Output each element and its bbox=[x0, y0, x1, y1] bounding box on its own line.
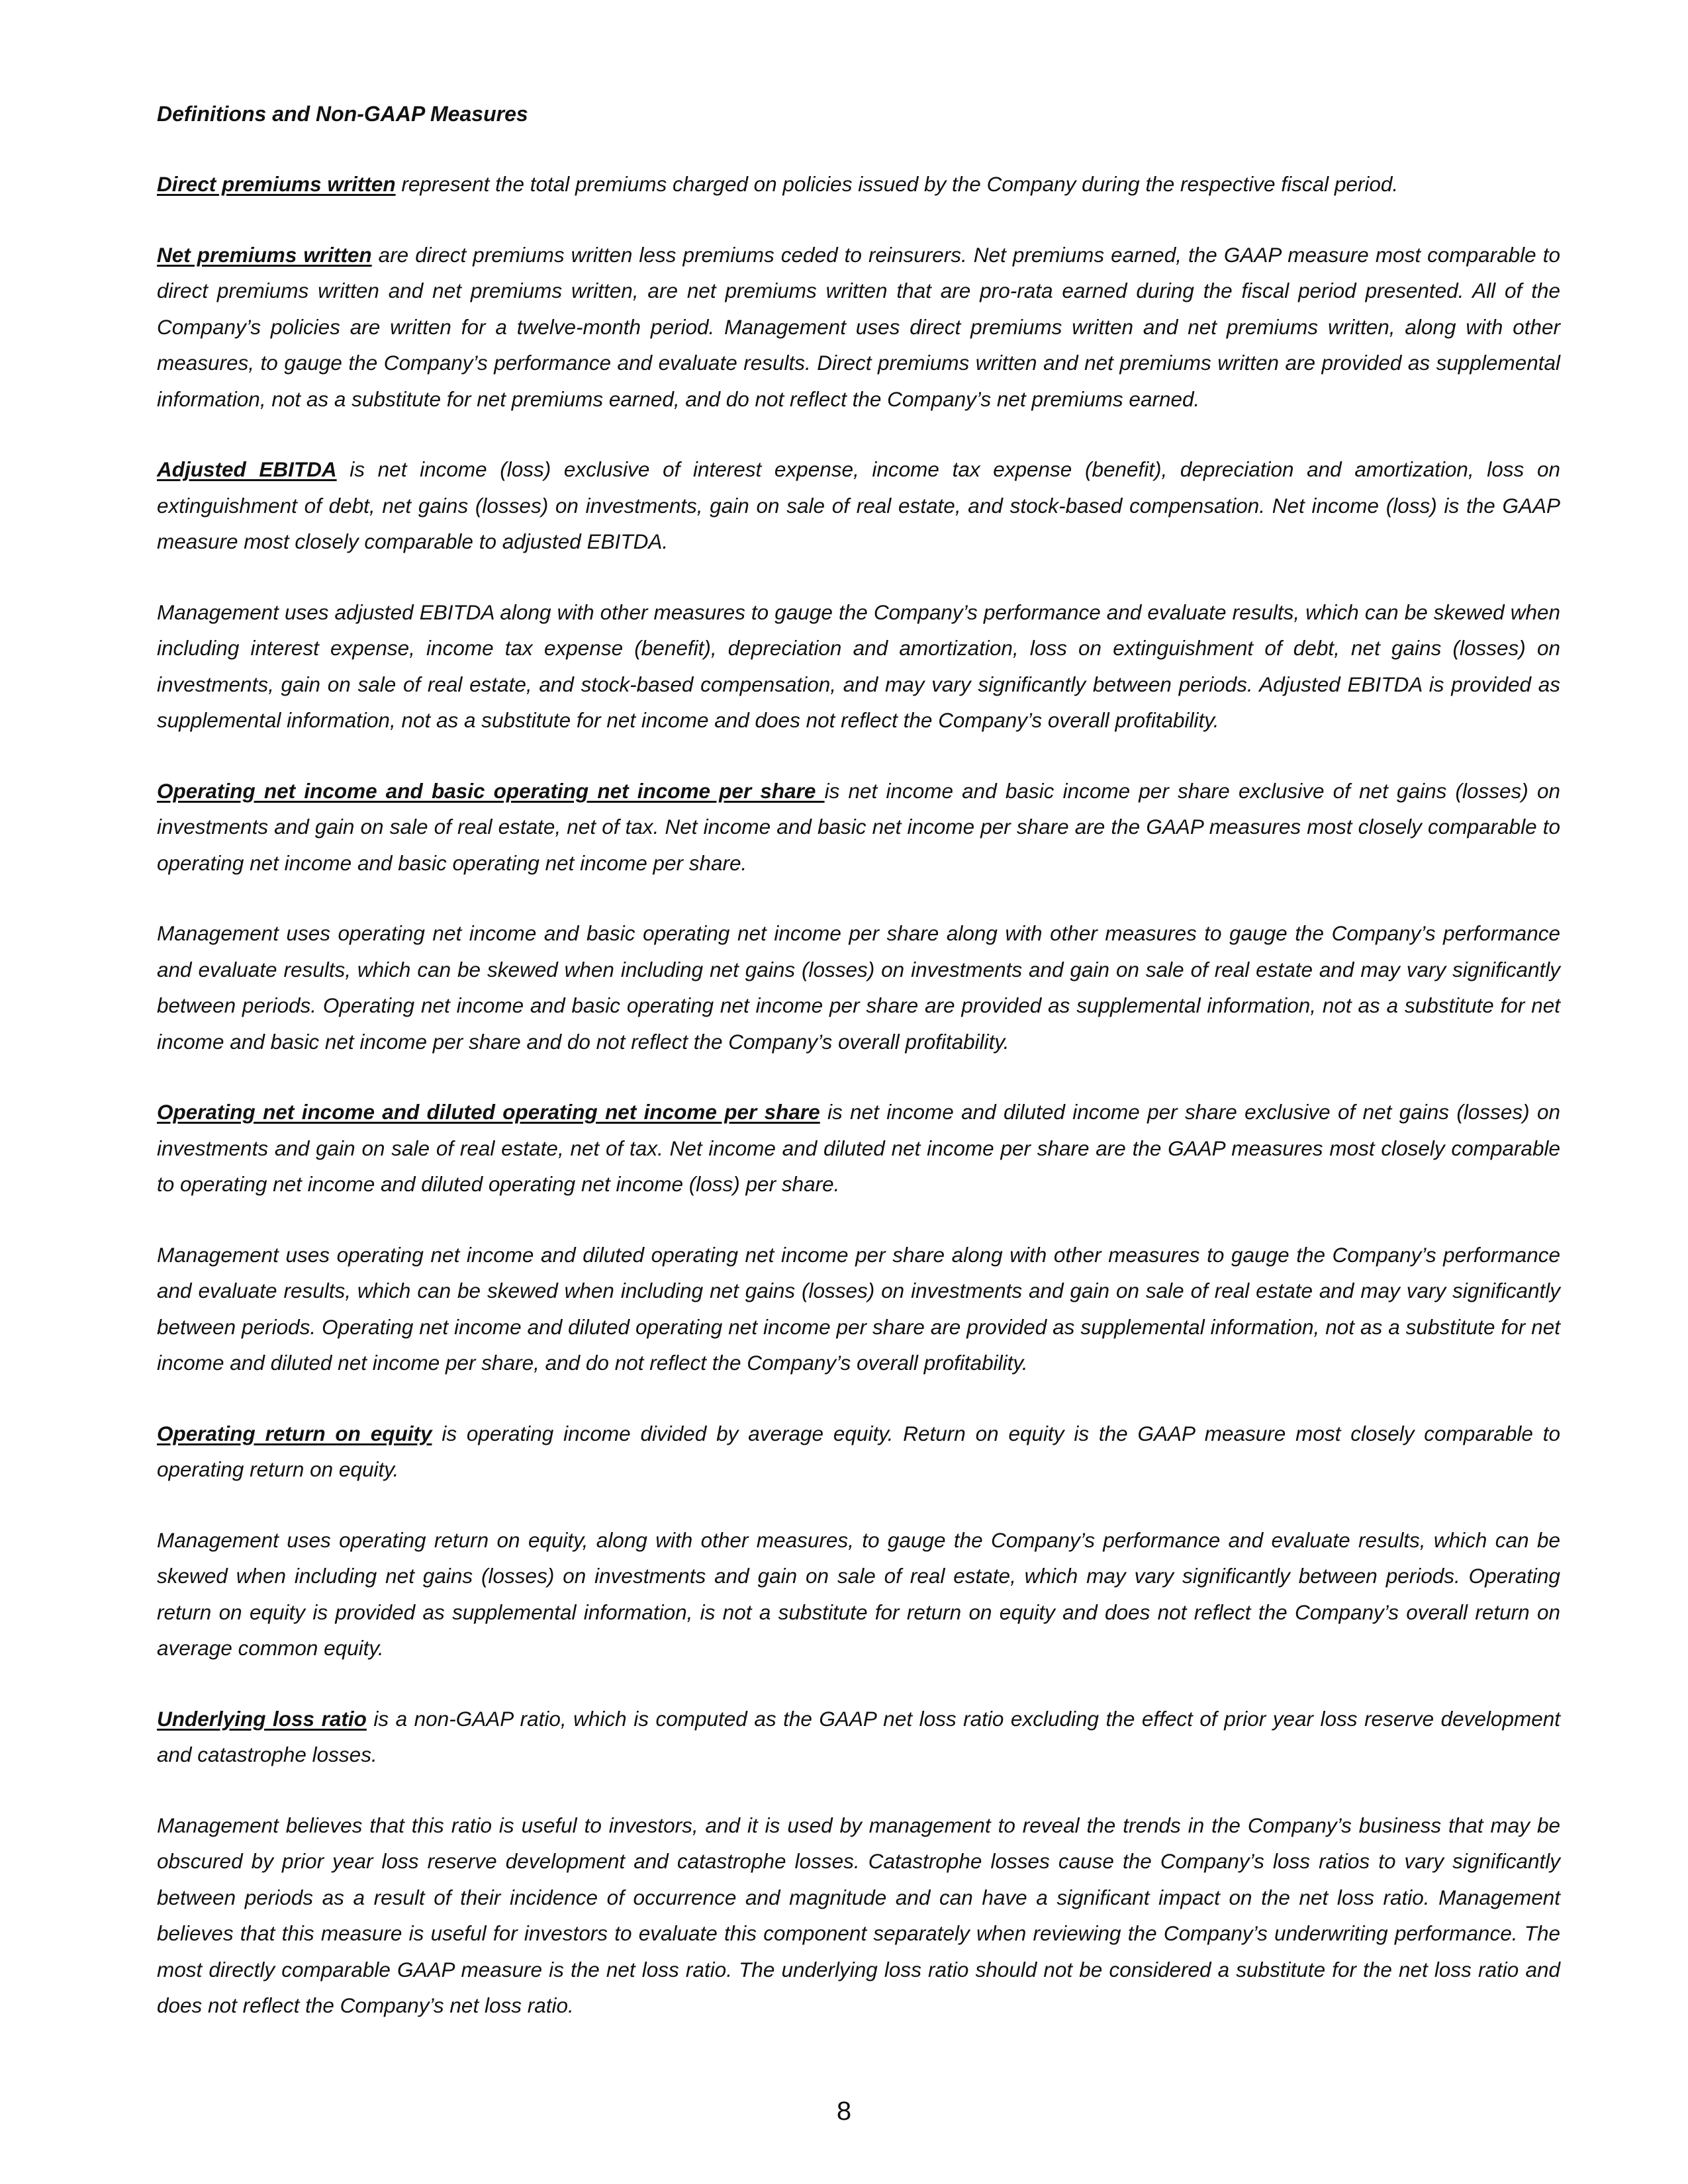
term-underlying-loss-ratio: Underlying loss ratio bbox=[157, 1706, 367, 1731]
paragraph-underlying-loss-ratio bbox=[157, 1701, 1560, 1773]
term-net-premiums-written: Net premiums written bbox=[157, 242, 372, 267]
paragraph-diluted-operating-net-income-management bbox=[157, 1237, 1560, 1381]
definition-text: is net income and basic income per share exclusive of net gains (losses) on investments and gain on sale of real estate, net of tax. Net income and basic net income per share are the GAAP measures most closely comparable to operating net income and basic operating net income per share. bbox=[157, 778, 1560, 875]
body-text: Management uses adjusted EBITDA along with other measures to gauge the Company’s performance and evaluate results, which can be skewed when including interest expense, income tax expense (benefit), depreciation and amortization, loss on extinguishment of debt, net gains (losses) on investments, gain on sale of real estate, and stock-based compensation, and may vary significantly between periods. Adjusted EBITDA is provided as supplemental information, not as a substitute for net income and does not reflect the Company’s overall profitability. bbox=[157, 600, 1560, 732]
body-text: Management uses operating return on equity, along with other measures, to gauge the Company’s performance and evaluate results, which can be skewed when including net gains (losses) on investments and gain on sale of real estate, which may vary significantly between periods. Operating return on equity is provided as supplemental information, is not a substitute for return on equity and does not reflect the Company’s overall return on average common equity. bbox=[157, 1527, 1560, 1660]
definition-text: is net income and diluted income per share exclusive of net gains (losses) on investments and gain on sale of real estate, net of tax. Net income and diluted net income per share are the GAAP measures most closely comparable to operating net income and diluted operating net income (loss) per share. bbox=[157, 1100, 1560, 1196]
body-text: Management uses operating net income and diluted operating net income per share along with other measures to gauge the Company’s performance and evaluate results, which can be skewed when including net gains (losses) on investments and gain on sale of real estate and may vary significantly between periods. Operating net income and diluted operating net income per share are provided as supplemental information, not as a substitute for net income and diluted net income per share, and do not reflect the Company’s overall profitability. bbox=[157, 1242, 1560, 1375]
paragraph-net-premiums-written bbox=[157, 237, 1560, 418]
term-direct-premiums-written: Direct premiums written bbox=[157, 172, 396, 196]
term-basic-operating-net-income: Operating net income and basic operating net income per share bbox=[157, 778, 825, 803]
paragraph-underlying-loss-ratio-management bbox=[157, 1807, 1560, 2024]
body-text: Management uses operating net income and basic operating net income per share along with other measures to gauge the Company’s performance and evaluate results, which can be skewed when including net gains (losses) on investments and gain on sale of real estate and may vary significantly between periods. Operating net income and basic operating net income per share are provided as supplemental information, not as a substitute for net income and basic net income per share and do not reflect the Company’s overall profitability. bbox=[157, 921, 1560, 1054]
body-text: Management believes that this ratio is useful to investors, and it is used by management to reveal the trends in the Company’s business that may be obscured by prior year loss reserve development and catastrophe losses. Catastrophe losses cause the Company’s loss ratios to vary significantly between periods as a result of their incidence of occurrence and magnitude and can have a significant impact on the net loss ratio. Management believes that this measure is useful for investors to evaluate this component separately when reviewing the Company’s underwriting performance. The most directly comparable GAAP measure is the net loss ratio. The underlying loss ratio should not be considered a substitute for the net loss ratio and does not reflect the Company’s net loss ratio. bbox=[157, 1813, 1560, 2017]
paragraph-adjusted-ebitda bbox=[157, 451, 1560, 560]
section-heading: Definitions and Non-GAAP Measures bbox=[157, 102, 528, 126]
paragraph-adjusted-ebitda-management bbox=[157, 594, 1560, 739]
paragraph-basic-operating-net-income-management bbox=[157, 915, 1560, 1060]
definition-text: is operating income divided by average equity. Return on equity is the GAAP measure most closely comparable to operating return on equity. bbox=[157, 1421, 1560, 1481]
definition-text: is a non-GAAP ratio, which is computed as the GAAP net loss ratio excluding the effect of prior year loss reserve development and catastrophe losses. bbox=[157, 1706, 1560, 1766]
paragraph-operating-return-on-equity-management bbox=[157, 1522, 1560, 1666]
paragraph-operating-return-on-equity bbox=[157, 1416, 1560, 1488]
term-operating-return-on-equity: Operating return on equity bbox=[157, 1421, 432, 1445]
term-adjusted-ebitda: Adjusted EBITDA bbox=[157, 457, 337, 481]
document-page bbox=[157, 96, 1560, 2058]
definition-text: are direct premiums written less premiums ceded to reinsurers. Net premiums earned, the GAAP measure most comparable to direct premiums written and net premiums written, are net premiums written that are pro-rata earned during the fiscal period presented. All of the Company’s policies are written for a twelve-month period. Management uses direct premiums written and net premiums written, along with other measures, to gauge the Company’s performance and evaluate results. Direct premiums written and net premiums written are provided as supplemental information, not as a substitute for net premiums earned, and do not reflect the Company’s net premiums earned. bbox=[157, 242, 1561, 411]
definition-text: represent the total premiums charged on policies issued by the Company during the respective fiscal period. bbox=[395, 172, 1399, 196]
paragraph-direct-premiums-written bbox=[157, 166, 1560, 203]
paragraph-diluted-operating-net-income bbox=[157, 1094, 1560, 1203]
term-diluted-operating-net-income: Operating net income and diluted operating net income per share bbox=[157, 1100, 820, 1124]
page-number: 8 bbox=[836, 2097, 852, 2126]
paragraph-basic-operating-net-income bbox=[157, 773, 1560, 882]
definition-text: is net income (loss) exclusive of interest expense, income tax expense (benefit), depreciation and amortization, loss on extinguishment of debt, net gains (losses) on investments, gain on sale of real estate, and stock-based compensation. Net income (loss) is the GAAP measure most closely comparable to adjusted EBITDA. bbox=[157, 457, 1560, 553]
